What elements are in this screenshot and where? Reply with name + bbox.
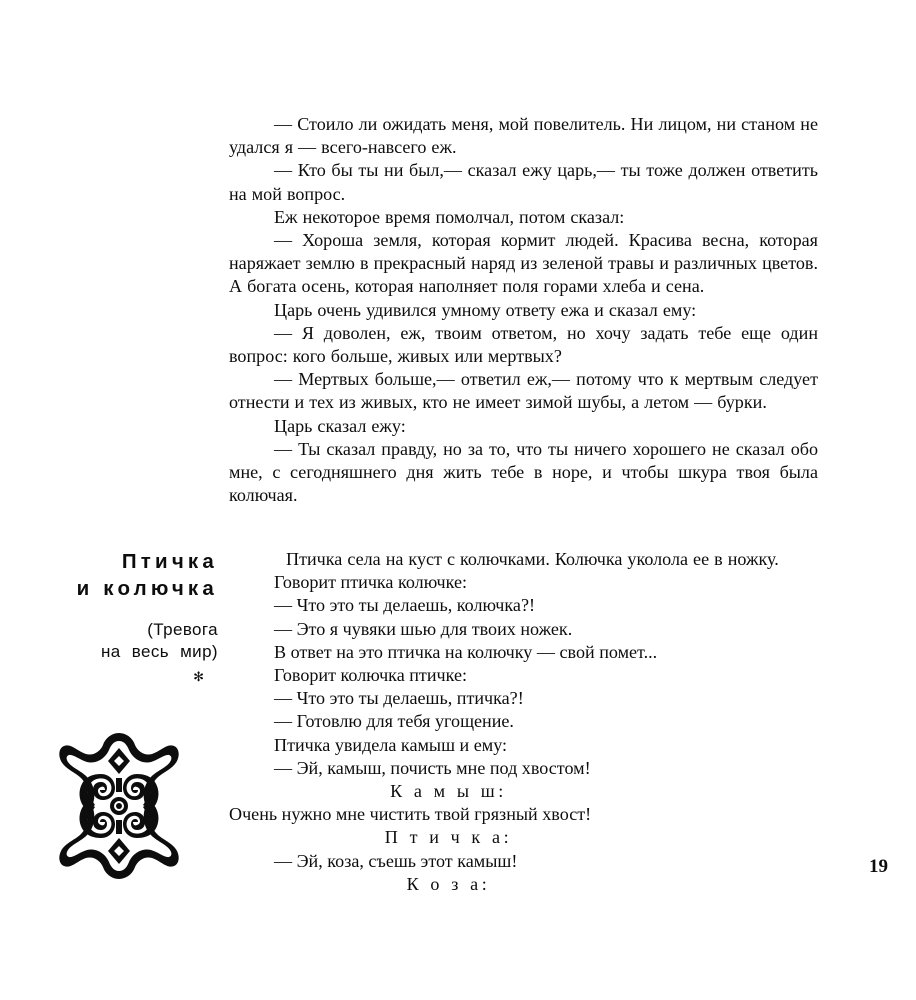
- story-one-text-column: [229, 113, 818, 507]
- story-title-line-2: и колючка: [76, 577, 218, 600]
- speaker-label: П т и ч к а:: [384, 827, 513, 848]
- paragraph: — Хороша земля, которая кормит людей. Красива весна, которая наряжает землю в прекрасный наряд из зеленой травы и различных цветов. А богата осень, которая наполняет поля горами хлеба и сена.: [229, 230, 818, 297]
- dialogue-line: — Эй, коза, съешь этот камыш!: [274, 850, 518, 871]
- story-title-line-1: Птичка: [121, 550, 218, 573]
- paragraph: Царь очень удивился умному ответу ежа и сказал ему:: [274, 299, 697, 320]
- paragraph: — Ты сказал правду, но за то, что ты ничего хорошего не сказал обо мне, с сегодняшнего дня жить тебе в норе, и чтобы шкура твоя была колючая.: [229, 438, 818, 506]
- paragraph: Царь сказал ежу:: [274, 415, 406, 436]
- asterisk-icon: ✻: [193, 670, 204, 685]
- story-heading-block: [28, 548, 218, 685]
- dialogue-line: Говорит колючка птичке:: [274, 665, 468, 686]
- dialogue-line: Очень нужно мне чистить твой грязный хвост!: [229, 804, 592, 825]
- paragraph: — Я доволен, еж, твоим ответом, но хочу задать тебе еще один вопрос: кого больше, живых или мертвых?: [229, 322, 818, 367]
- dialogue-line: — Готовлю для тебя угощение.: [274, 711, 514, 732]
- paragraph: Еж некоторое время помолчал, потом сказал:: [274, 206, 625, 227]
- speaker-label: К о з а:: [406, 873, 491, 894]
- dialogue-line: Говорит птичка колючке:: [274, 572, 468, 593]
- story-subtitle: [28, 602, 218, 663]
- dialogue-line: — Что это ты делаешь, колючка?!: [274, 595, 536, 616]
- story-two-text-column: [229, 548, 818, 896]
- dialogue-line: — Эй, камыш, почисть мне под хвостом!: [274, 757, 591, 778]
- dialogue-line: — Это я чувяки шью для твоих ножек.: [274, 618, 573, 639]
- dialogue-line: — Что это ты делаешь, птичка?!: [274, 688, 524, 709]
- paragraph: — Мертвых больше,— ответил еж,— потому что к мертвым следует отнести и тех из живых, кто не имеет зимой шубы, а летом — бурки.: [229, 369, 818, 413]
- paragraph: — Кто бы ты ни был,— сказал ежу царь,— ты тоже должен ответить на мой вопрос.: [229, 160, 818, 204]
- speaker-label: К а м ы ш:: [390, 781, 507, 802]
- paragraph: — Стоило ли ожидать меня, мой повелитель. Ни лицом, ни станом не удался я — всего-навсего еж.: [229, 114, 818, 158]
- story-title: [28, 548, 218, 602]
- dialogue-line: В ответ на это птичка на колючку — свой помет...: [274, 641, 658, 662]
- dialogue-line: Птичка увидела камыш и ему:: [274, 734, 508, 755]
- lead-paragraph: Птичка села на куст с колючками. Колючка уколола ее в ножку.: [286, 549, 779, 569]
- story-two: [0, 548, 916, 898]
- kazakh-scroll-ornament-icon: [57, 730, 181, 882]
- story-subtitle-line-1: (Тревога: [147, 620, 218, 639]
- page-number: 19: [869, 856, 888, 877]
- story-subtitle-line-2: на весь мир): [100, 642, 218, 661]
